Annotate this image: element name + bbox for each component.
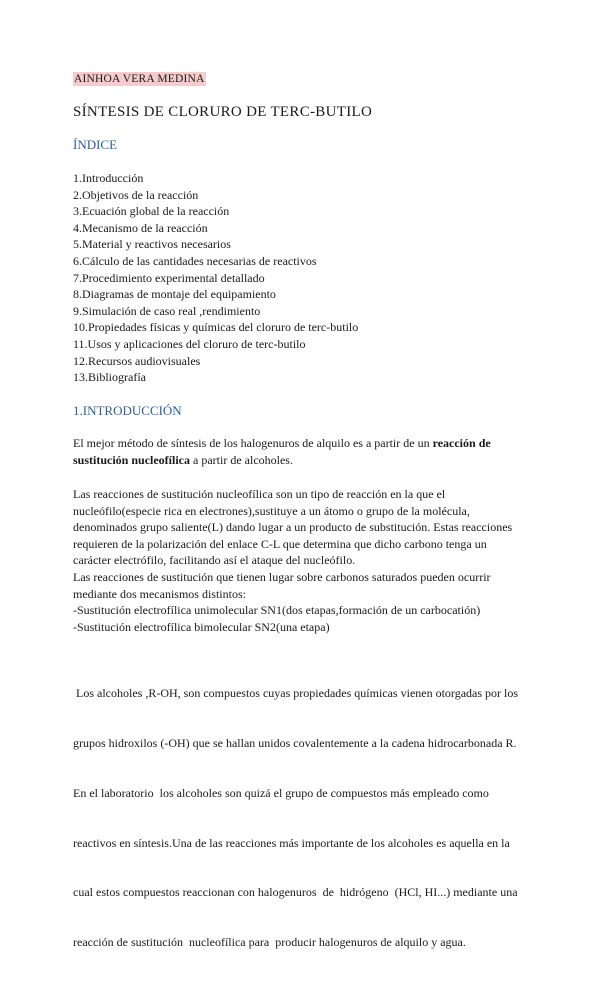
- p1-text-before: El mejor método de síntesis de los halogenuros de alquilo es a partir de un: [73, 436, 433, 450]
- toc-item: 6.Cálculo de las cantidades necesarias de reactivos: [73, 253, 317, 268]
- paragraph-line: En el laboratorio los alcoholes son quizá el grupo de compuestos más empleado como: [73, 785, 489, 800]
- intro-paragraph-3: [73, 652, 543, 984]
- toc-item: 2.Objetivos de la reacción: [73, 187, 199, 202]
- paragraph-line: nucleófilo(especie rica en electrones),sustituye a un átomo o grupo de la molécula,: [73, 503, 470, 518]
- paragraph-line: mediante dos mecanismos distintos:: [73, 586, 246, 601]
- introduction-heading: 1.INTRODUCCIÓN: [73, 403, 182, 418]
- paragraph-line: Los alcoholes ,R-OH, son compuestos cuyas propiedades químicas vienen otorgadas por los: [73, 686, 519, 701]
- paragraph-line: requieren de la polarización del enlace C-L que determina que dicho carbono tenga un: [73, 536, 487, 551]
- toc-item: 3.Ecuación global de la reacción: [73, 204, 230, 219]
- toc-item: 12.Recursos audiovisuales: [73, 353, 201, 368]
- paragraph-line: -Sustitución electrofílica bimolecular SN2(una etapa): [73, 619, 330, 634]
- author-name: AINHOA VERA MEDINA: [74, 73, 205, 85]
- toc-item: 13.Bibliografía: [73, 370, 146, 385]
- paragraph-line: grupos hidroxilos (-OH) que se hallan unidos covalentemente a la cadena hidrocarbonada R.: [73, 735, 517, 750]
- paragraph-line: carácter electrófilo, facilitando así el ataque del nucleófilo.: [73, 553, 356, 568]
- toc-item: 8.Diagramas de montaje del equipamiento: [73, 287, 276, 302]
- toc-item: 4.Mecanismo de la reacción: [73, 220, 208, 235]
- intro-paragraph-1: [73, 435, 533, 468]
- paragraph-line: denominados grupo saliente(L) dando lugar a un producto de substitución. Estas reacciones: [73, 520, 513, 535]
- intro-paragraph-2: [73, 486, 543, 635]
- paragraph-line: reacción de sustitución nucleofílica para producir halogenuros de alquilo y agua.: [73, 935, 466, 950]
- document-title: SÍNTESIS DE CLORURO DE TERC-BUTILO: [73, 104, 373, 120]
- toc-item: 1.Introducción: [73, 171, 144, 185]
- paragraph-line: Las reacciones de sustitución nucleofílica son un tipo de reacción en la que el: [73, 487, 446, 501]
- toc-item: 9.Simulación de caso real ,rendimiento: [73, 303, 261, 318]
- p1-bold-text: reacción de sustitución nucleofílica: [73, 436, 491, 467]
- paragraph-line: Las reacciones de sustitución que tienen lugar sobre carbonos saturados pueden ocurrir: [73, 569, 491, 584]
- paragraph-line: reactivos en síntesis.Una de las reacciones más importante de los alcoholes es aquella en la: [73, 835, 510, 850]
- toc-item: 10.Propiedades físicas y químicas del cloruro de terc-butilo: [73, 320, 359, 335]
- p1-text-after: a partir de alcoholes.: [190, 452, 293, 467]
- toc-item: 5.Material y reactivos necesarios: [73, 237, 231, 252]
- toc-item: 7.Procedimiento experimental detallado: [73, 270, 265, 285]
- paragraph-line: -Sustitución electrofílica unimolecular SN1(dos etapas,formación de un carbocatión): [73, 603, 481, 618]
- toc-item: 11.Usos y aplicaciones del cloruro de terc-butilo: [73, 336, 306, 351]
- table-of-contents: [73, 170, 358, 386]
- paragraph-line: cual estos compuestos reaccionan con halogenuros de hidrógeno (HCl, HI...) mediante una: [73, 885, 518, 900]
- index-heading: ÍNDICE: [73, 137, 118, 152]
